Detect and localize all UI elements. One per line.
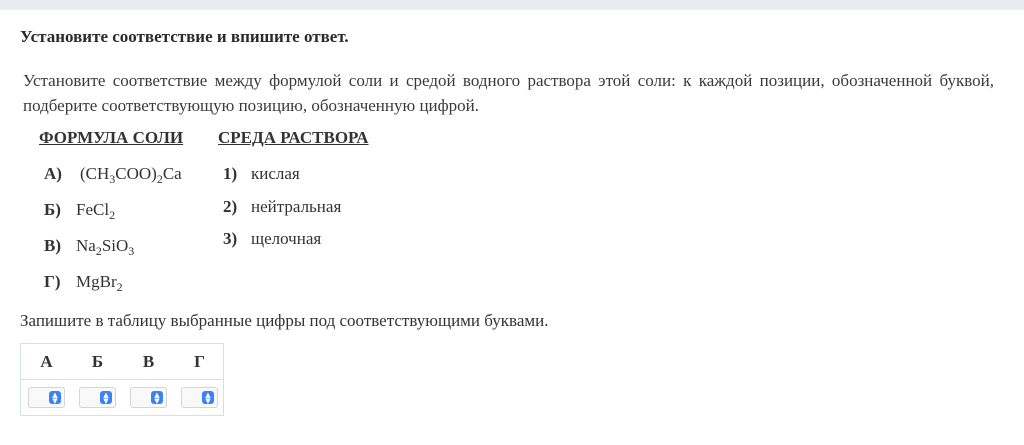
answer-header-g: Г bbox=[194, 352, 205, 371]
answer-select-a[interactable] bbox=[28, 387, 65, 408]
select-updown-icon: ▲ ▼ bbox=[100, 391, 112, 404]
option-item-1 bbox=[223, 164, 300, 184]
answer-select-b[interactable] bbox=[79, 387, 116, 408]
column-header-medium: СРЕДА РАСТВОРА bbox=[218, 128, 369, 147]
answer-select-g[interactable] bbox=[181, 387, 218, 408]
option-text: кислая bbox=[251, 164, 300, 183]
formula-item-b bbox=[44, 200, 115, 223]
formula-text: FeCl$_2$ bbox=[76, 200, 116, 222]
formula-letter: Г) bbox=[44, 272, 61, 291]
top-bar bbox=[0, 0, 1024, 10]
option-item-2 bbox=[223, 197, 341, 217]
answer-table bbox=[20, 343, 224, 416]
answer-select-v[interactable] bbox=[130, 387, 167, 408]
select-updown-icon: ▲ ▼ bbox=[151, 391, 163, 404]
answer-table-header bbox=[21, 344, 223, 380]
formula-text: $(CH_3COO)_2Ca$ bbox=[80, 164, 182, 186]
task-heading: Установите соответствие и впишите ответ. bbox=[20, 27, 349, 46]
select-updown-icon: ▲ ▼ bbox=[202, 391, 214, 404]
select-updown-icon: ▲ ▼ bbox=[49, 391, 61, 404]
formula-letter: В) bbox=[44, 236, 61, 255]
formula-item-g bbox=[44, 272, 123, 295]
option-number: 1) bbox=[223, 164, 238, 183]
answer-instruction: Запишите в таблицу выбранные цифры под соответствующими буквами. bbox=[20, 311, 549, 330]
formula-text: MgBr$_2$ bbox=[76, 272, 123, 294]
column-header-formula: ФОРМУЛА СОЛИ bbox=[39, 128, 184, 147]
answer-header-b: Б bbox=[91, 352, 104, 371]
option-number: 2) bbox=[223, 197, 238, 216]
option-text: щелочная bbox=[251, 229, 322, 248]
formula-text: $Na_2SiO_3$ bbox=[76, 236, 135, 258]
option-number: 3) bbox=[223, 229, 238, 248]
formula-item-a bbox=[44, 164, 182, 187]
option-item-3 bbox=[223, 229, 321, 249]
answer-header-a: А bbox=[40, 352, 53, 371]
question-text: Установите соответствие между формулой соли и средой водного раствора этой соли: к каждой позиции, обозначенной буквой, подберите соответствующую позицию, обозначенную цифрой. bbox=[23, 71, 994, 115]
option-text: нейтральная bbox=[251, 197, 342, 216]
answer-header-v: В bbox=[142, 352, 155, 371]
formula-letter: А) bbox=[44, 164, 62, 183]
formula-letter: Б) bbox=[44, 200, 61, 219]
formula-item-v bbox=[44, 236, 134, 259]
